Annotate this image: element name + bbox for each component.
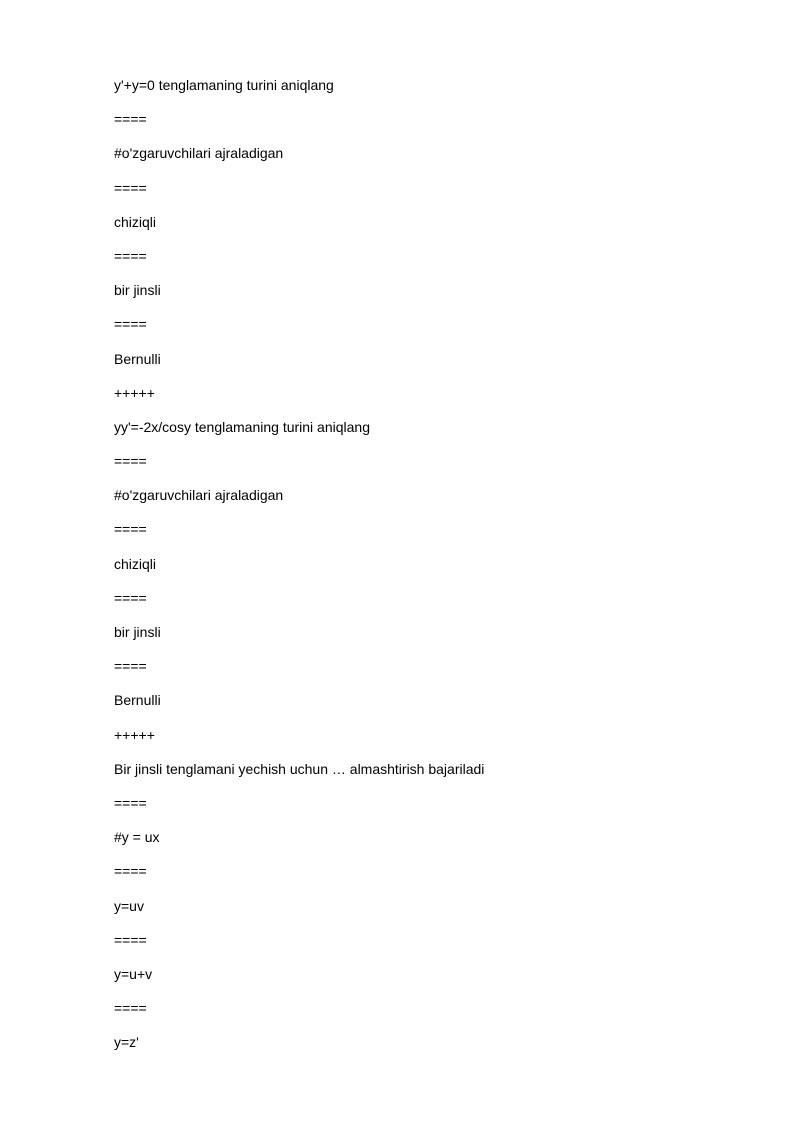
answer-option: chiziqli	[114, 213, 157, 230]
answer-option: chiziqli	[114, 555, 157, 572]
separator: ====	[114, 316, 147, 333]
separator: ====	[114, 111, 147, 128]
question-3-text: Bir jinsli tenglamani yechish uchun … almashtirish bajariladi	[114, 760, 485, 777]
separator: ====	[114, 521, 147, 538]
question-1-text: y'+y=0 tenglamaning turini aniqlang	[114, 77, 334, 93]
question-2-text: yy'=-2x/cosy tenglamaning turini aniqlang	[114, 418, 370, 435]
separator: ====	[114, 453, 147, 470]
separator: ====	[114, 794, 147, 811]
question-divider: +++++	[114, 384, 155, 401]
answer-option: Bernulli	[114, 692, 161, 709]
answer-option: #o'zgaruvchilari ajraladigan	[114, 145, 284, 162]
answer-option: bir jinsli	[114, 282, 161, 299]
answer-option: y=uv	[114, 897, 144, 914]
answer-option: Bernulli	[114, 350, 161, 367]
question-divider: +++++	[114, 726, 155, 743]
answer-option: #y = ux	[114, 829, 160, 846]
answer-option: bir jinsli	[114, 624, 161, 640]
separator: ====	[114, 179, 147, 196]
separator: ====	[114, 863, 147, 880]
separator: ====	[114, 931, 147, 948]
separator: ====	[114, 589, 147, 606]
answer-option: y=z'	[114, 1034, 139, 1051]
document-body	[114, 76, 484, 1067]
separator: ====	[114, 658, 147, 675]
separator: ====	[114, 1000, 147, 1017]
separator: ====	[114, 247, 147, 264]
answer-option: #o'zgaruvchilari ajraladigan	[114, 487, 284, 504]
answer-option: y=u+v	[114, 965, 153, 982]
